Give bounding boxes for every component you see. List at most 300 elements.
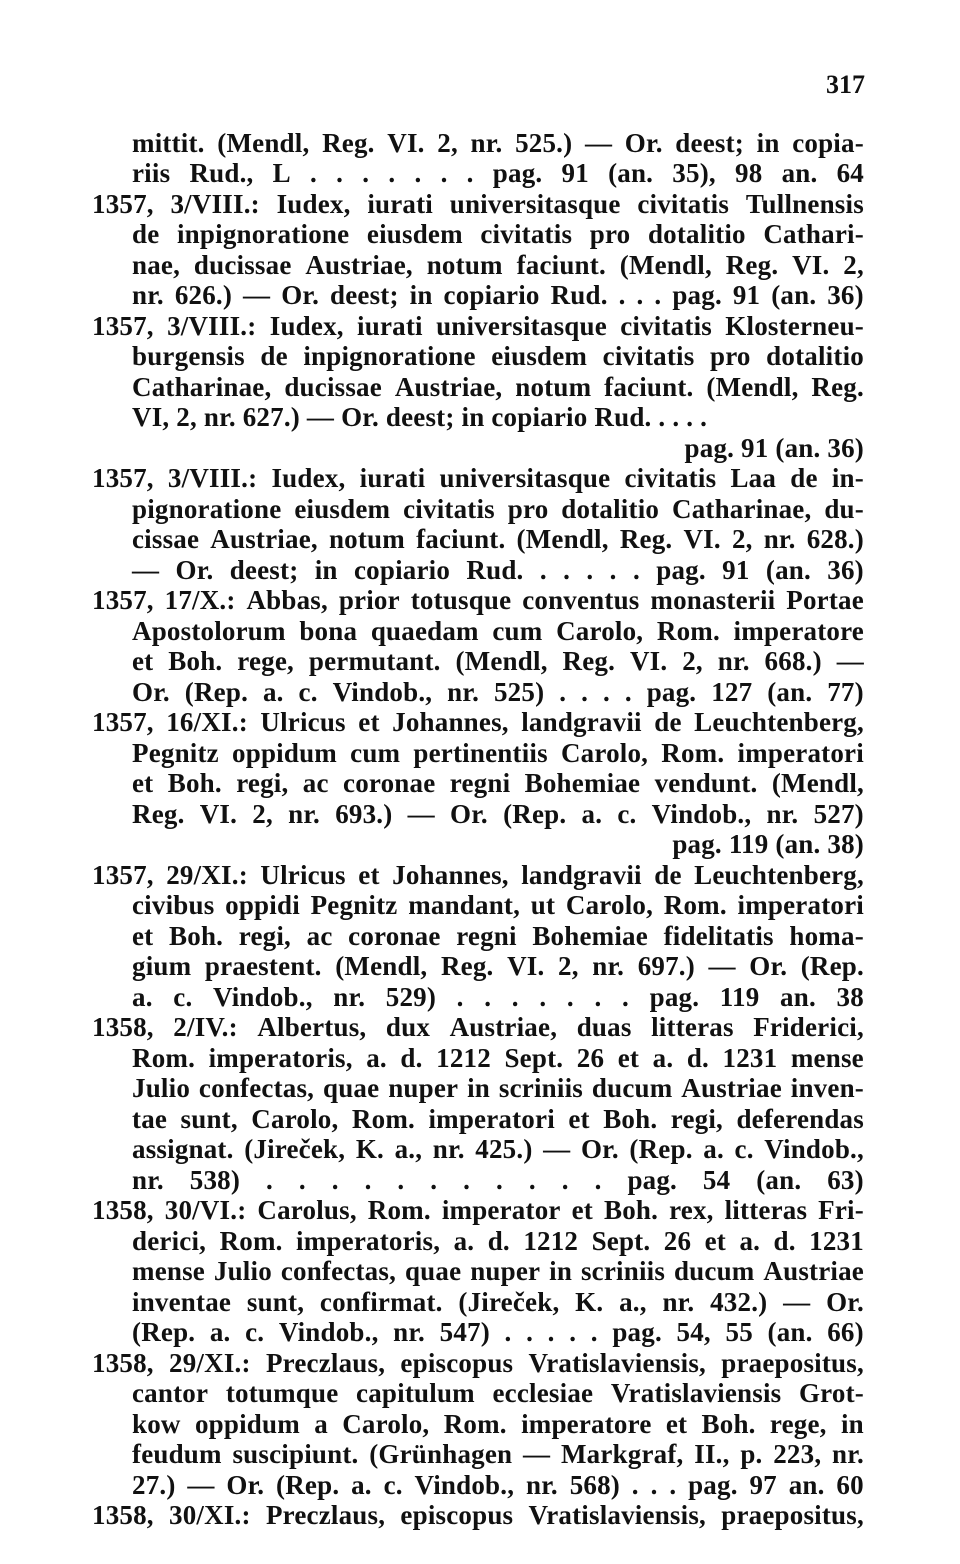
- text-line: [132, 923, 864, 950]
- word: 2,: [843, 250, 864, 280]
- word: pag.: [492, 158, 543, 188]
- word: Rom.: [219, 1226, 283, 1256]
- word: mandant,: [408, 890, 521, 920]
- word: .: [563, 555, 571, 585]
- text-line: [92, 709, 864, 736]
- word: .: [566, 982, 574, 1012]
- word: .: [586, 555, 594, 585]
- word: (Rep.: [503, 799, 567, 829]
- word: duas: [576, 1012, 632, 1042]
- word: a.: [739, 1226, 761, 1256]
- word: 66): [827, 1317, 864, 1347]
- word: Iudex,: [269, 311, 344, 341]
- word: 2,: [682, 646, 703, 676]
- word: (an.: [608, 158, 654, 188]
- text-line: [132, 770, 864, 797]
- word: an.: [788, 1470, 825, 1500]
- word: Reg.: [619, 524, 673, 554]
- word: et: [665, 1409, 688, 1439]
- word: (an.: [767, 677, 813, 707]
- word: cissae: [132, 524, 200, 554]
- word: 425.): [475, 1134, 533, 1164]
- word: coronae: [343, 768, 436, 798]
- word: ducissae: [193, 250, 292, 280]
- word: 527): [813, 799, 864, 829]
- word: et: [358, 707, 380, 737]
- word: Sept.: [591, 1226, 651, 1256]
- word: fidelitatis: [663, 921, 774, 951]
- word: a.: [652, 1043, 674, 1073]
- word: —: [836, 646, 864, 676]
- word: nr.: [432, 1134, 465, 1164]
- word: VI.: [629, 646, 668, 676]
- word: .: [463, 1165, 471, 1195]
- word: (Grünhagen: [369, 1439, 513, 1469]
- word: de: [132, 219, 160, 249]
- word: imperatori: [737, 738, 864, 768]
- text-line: [92, 862, 864, 889]
- text-line: VI, 2, nr. 627.) — Or. deest; in copiario Rud. . . . .: [132, 402, 708, 432]
- word: 626.): [174, 280, 233, 310]
- word: in: [409, 280, 433, 310]
- word: civitatis: [480, 219, 573, 249]
- word: (Mendl,: [335, 951, 428, 981]
- word: de: [260, 341, 288, 371]
- word: copia-: [792, 128, 864, 158]
- word: 91: [732, 280, 761, 310]
- word: a.: [366, 1043, 387, 1073]
- word: 1357,: [92, 860, 154, 890]
- word: Austriae: [681, 1073, 782, 1103]
- word: a.,: [619, 1287, 647, 1317]
- word: Boh.: [603, 1104, 658, 1134]
- word: Johannes,: [392, 707, 509, 737]
- word: .: [440, 158, 448, 188]
- word: universitasque: [436, 311, 607, 341]
- word: imperatoris,: [296, 1226, 441, 1256]
- word: 2,: [558, 951, 579, 981]
- word: c.: [245, 1317, 265, 1347]
- word: iurati: [359, 463, 426, 493]
- word: VI.: [683, 524, 721, 554]
- word: pag.: [612, 1317, 662, 1347]
- word: .: [590, 1317, 598, 1347]
- text-line: pag. 119 (an. 38): [672, 829, 864, 859]
- word: Rom.: [661, 738, 725, 768]
- word: 60: [836, 1470, 864, 1500]
- word: 119: [719, 982, 760, 1012]
- word: Or.: [175, 555, 214, 585]
- word: Reg.: [132, 799, 185, 829]
- text-line: [132, 557, 864, 584]
- word: .: [388, 158, 396, 188]
- word: 1358,: [92, 1012, 154, 1042]
- word: nr.: [717, 646, 750, 676]
- word: Pegnitz: [310, 890, 398, 920]
- word: nae,: [132, 250, 181, 280]
- word: —: [407, 799, 435, 829]
- word: Catharinae,: [132, 372, 272, 402]
- word: 91: [722, 555, 750, 585]
- word: regi,: [238, 921, 291, 951]
- word: 1231: [722, 1043, 778, 1073]
- word: L: [272, 158, 291, 188]
- word: imperatore: [521, 1409, 652, 1439]
- word: pertinentiis: [413, 738, 548, 768]
- word: .: [539, 555, 547, 585]
- word: 1357,: [92, 189, 154, 219]
- word: notum: [515, 372, 592, 402]
- text-line: [132, 343, 864, 370]
- word: 77): [827, 677, 864, 707]
- word: an.: [780, 982, 816, 1012]
- word: 26: [663, 1226, 692, 1256]
- word: faciunt.: [416, 524, 506, 554]
- text-line: [132, 953, 864, 980]
- word: civitatis: [637, 189, 730, 219]
- word: .: [636, 280, 644, 310]
- word: copiario: [443, 280, 540, 310]
- text-line: [132, 1319, 864, 1346]
- word: 1231: [809, 1226, 864, 1256]
- word: 55: [725, 1317, 753, 1347]
- word: Pegnitz: [132, 738, 219, 768]
- word: nr.: [763, 524, 796, 554]
- word: Or.: [450, 799, 488, 829]
- word: nr.: [288, 799, 320, 829]
- word: Bohemiae: [532, 921, 648, 951]
- word: Julio: [213, 1256, 272, 1286]
- word: a.: [209, 1317, 231, 1347]
- word: et: [132, 768, 154, 798]
- word: et: [571, 1195, 593, 1225]
- word: pignoratione: [132, 494, 282, 524]
- word: Austriae,: [305, 250, 413, 280]
- word: Or.: [226, 1470, 265, 1500]
- word: Leuchtenberg,: [694, 707, 864, 737]
- word: Boh.: [167, 768, 222, 798]
- word: 568): [569, 1470, 620, 1500]
- word: derici,: [132, 1226, 207, 1256]
- word: Vindob.,: [764, 1134, 864, 1164]
- word: —: [243, 280, 271, 310]
- word: Iudex,: [271, 463, 346, 493]
- word: a: [314, 1409, 328, 1439]
- word: Fri-: [818, 1195, 864, 1225]
- word: c.: [173, 982, 193, 1012]
- word: Ulricus: [260, 860, 346, 890]
- word: eiusdem: [491, 341, 588, 371]
- word: .: [511, 982, 519, 1012]
- word: 63): [827, 1165, 864, 1195]
- word: cum: [350, 738, 401, 768]
- word: in: [314, 555, 338, 585]
- word: 1357,: [92, 463, 154, 493]
- word: nr.: [447, 677, 480, 707]
- word: (Mendl,: [217, 128, 310, 158]
- word: Reg.: [811, 372, 864, 402]
- text-line: [132, 1411, 864, 1438]
- word: praestent.: [204, 951, 322, 981]
- text-line: [132, 1472, 864, 1499]
- word: Or.: [624, 128, 663, 158]
- word: (Rep.: [132, 1317, 196, 1347]
- word: 35),: [672, 158, 716, 188]
- word: et: [358, 860, 380, 890]
- word: 54: [702, 1165, 731, 1195]
- word: inventae: [132, 1287, 232, 1317]
- word: iurati: [357, 311, 423, 341]
- word: .: [539, 982, 547, 1012]
- word: Abbas,: [246, 585, 328, 615]
- text-line: [132, 1258, 864, 1285]
- word: Vindob.,: [213, 982, 313, 1012]
- word: Grot-: [798, 1378, 864, 1408]
- word: cantor: [132, 1378, 209, 1408]
- word: civitatis: [403, 494, 495, 524]
- word: 223,: [773, 1439, 822, 1469]
- word: .: [310, 158, 317, 188]
- word: riis: [132, 158, 171, 188]
- word: —: [523, 1439, 551, 1469]
- word: Boh.: [168, 646, 223, 676]
- word: regni: [456, 921, 517, 951]
- word: pag.: [649, 982, 700, 1012]
- word: 38: [836, 982, 864, 1012]
- text-line: [132, 130, 864, 157]
- word: deferendas: [736, 1104, 864, 1134]
- text-line: [132, 221, 864, 248]
- word: .: [654, 280, 662, 310]
- word: nr.: [832, 1439, 864, 1469]
- word: faciunt.: [516, 250, 606, 280]
- text-line: [92, 1014, 864, 1041]
- word: 127: [711, 677, 753, 707]
- word: 525.): [515, 128, 573, 158]
- word: d.: [686, 1043, 709, 1073]
- word: .: [331, 1165, 339, 1195]
- word: regni: [449, 768, 511, 798]
- word: Rom.: [351, 1104, 415, 1134]
- word: Vindob.,: [651, 799, 752, 829]
- word: a.: [703, 1134, 724, 1164]
- word: .: [618, 280, 626, 310]
- word: Carolo,: [556, 616, 644, 646]
- word: 16/XI.:: [166, 707, 248, 737]
- text-line: [132, 1289, 864, 1316]
- word: Or.: [132, 677, 170, 707]
- word: copiario: [353, 555, 451, 585]
- word: Vindob.,: [332, 677, 433, 707]
- word: nuper: [470, 1256, 541, 1286]
- word: imperatori: [737, 890, 864, 920]
- text-line: [92, 191, 864, 218]
- word: (an.: [756, 1165, 802, 1195]
- word: 36): [827, 555, 864, 585]
- word: Rom.: [656, 616, 720, 646]
- text-line: [132, 1045, 864, 1072]
- word: pag.: [688, 1470, 738, 1500]
- word: .: [594, 982, 602, 1012]
- word: nr.: [526, 1470, 558, 1500]
- word: tae: [132, 1104, 168, 1134]
- word: 3/VIII.:: [167, 311, 257, 341]
- word: Vindob.,: [278, 1317, 379, 1347]
- word: confirmat.: [319, 1287, 443, 1317]
- word: .: [336, 158, 344, 188]
- word: burgensis: [132, 341, 245, 371]
- word: Bohemiae: [524, 768, 641, 798]
- word: 97: [749, 1470, 777, 1500]
- word: Cathari-: [763, 219, 864, 249]
- word: c.: [298, 677, 318, 707]
- word: litteras: [651, 1012, 734, 1042]
- word: litteras: [724, 1195, 808, 1225]
- word: dotalitio: [766, 341, 864, 371]
- word: pag.: [627, 1165, 678, 1195]
- word: d.: [773, 1226, 796, 1256]
- word: Reg.: [562, 646, 616, 676]
- text-line: [92, 1197, 864, 1224]
- word: Vratislaviensis: [610, 1378, 782, 1408]
- word: .: [624, 677, 632, 707]
- word: in: [840, 1409, 864, 1439]
- word: 538): [189, 1165, 241, 1195]
- word: Julio: [132, 1073, 191, 1103]
- word: (an.: [767, 1317, 813, 1347]
- word: rege,: [769, 1409, 827, 1439]
- word: nr.: [333, 982, 366, 1012]
- word: nr.: [393, 1317, 426, 1347]
- word: 697.): [637, 951, 695, 981]
- word: Reg.: [440, 951, 494, 981]
- word: 693.): [335, 799, 393, 829]
- word: 1212: [523, 1226, 579, 1256]
- word: Johannes,: [392, 860, 509, 890]
- text-line: [132, 1075, 864, 1102]
- word: (Rep.: [629, 1134, 693, 1164]
- word: —: [584, 128, 613, 158]
- word: 529): [385, 982, 437, 1012]
- word: gium: [132, 951, 192, 981]
- word: de: [654, 860, 682, 890]
- word: conventus: [522, 585, 640, 615]
- word: nuper: [388, 1073, 459, 1103]
- word: feudum: [132, 1439, 222, 1469]
- word: .: [594, 1165, 602, 1195]
- word: iurati: [367, 189, 434, 219]
- word: de: [654, 707, 682, 737]
- word: Or.: [749, 951, 788, 981]
- word: in: [549, 1256, 573, 1286]
- word: Rud.: [550, 280, 608, 310]
- word: notum: [328, 524, 405, 554]
- word: 1358,: [92, 1500, 154, 1530]
- word: dotalitio: [647, 219, 746, 249]
- word: nr.: [592, 951, 625, 981]
- word: .: [364, 1165, 372, 1195]
- word: praepositus,: [721, 1348, 864, 1378]
- page-number: 317: [826, 70, 865, 99]
- word: confectas,: [280, 1256, 397, 1286]
- word: landgravii: [521, 707, 642, 737]
- word: Reg.: [322, 128, 375, 158]
- word: d.: [487, 1226, 510, 1256]
- word: 432.): [710, 1287, 768, 1317]
- word: universitasque: [449, 189, 621, 219]
- word: 30/VI.:: [164, 1195, 247, 1225]
- word: cum: [492, 616, 543, 646]
- word: 668.): [764, 646, 822, 676]
- word: 3/VIII.:: [170, 189, 260, 219]
- word: (Mendl,: [706, 372, 799, 402]
- word: .: [561, 1165, 569, 1195]
- word: 1212: [436, 1043, 491, 1073]
- word: 1358,: [92, 1348, 154, 1378]
- word: confectas,: [198, 1073, 315, 1103]
- word: .: [602, 677, 610, 707]
- word: monasterii: [650, 585, 776, 615]
- word: civibus: [132, 890, 215, 920]
- word: (Jireček,: [244, 1134, 346, 1164]
- word: Catharinae,: [672, 494, 812, 524]
- word: Portae: [786, 585, 864, 615]
- word: inpignoratione: [176, 219, 350, 249]
- word: nr.: [766, 799, 799, 829]
- word: 17/X.:: [164, 585, 236, 615]
- word: 54,: [676, 1317, 711, 1347]
- word: p.: [740, 1439, 763, 1469]
- text-line: [132, 160, 864, 187]
- word: 64: [836, 158, 864, 188]
- word: Carolo,: [565, 890, 654, 920]
- word: (an.: [765, 555, 811, 585]
- word: .: [504, 1317, 512, 1347]
- word: (Rep.: [184, 677, 249, 707]
- word: .: [484, 982, 492, 1012]
- word: Rud.,: [189, 158, 254, 188]
- word: .: [547, 1317, 555, 1347]
- word: .: [622, 982, 629, 1012]
- word: Ulricus: [260, 707, 346, 737]
- word: eiusdem: [294, 494, 391, 524]
- text-line: [132, 374, 864, 401]
- text-line: [132, 801, 864, 828]
- word: 1357,: [92, 707, 154, 737]
- word: rege,: [237, 646, 294, 676]
- word: .: [466, 158, 474, 188]
- word: .: [569, 1317, 577, 1347]
- word: Austriae,: [210, 524, 318, 554]
- word: Leuchtenberg,: [694, 860, 864, 890]
- word: episcopus: [400, 1500, 514, 1530]
- text-line: pag. 91 (an. 36): [684, 433, 864, 463]
- word: 29/XI.:: [166, 860, 248, 890]
- word: a.,: [394, 1134, 423, 1164]
- word: nr.: [132, 280, 164, 310]
- word: nr.: [470, 128, 503, 158]
- word: mense: [132, 1256, 205, 1286]
- word: 2,: [437, 128, 458, 158]
- word: notum: [426, 250, 503, 280]
- word: .: [669, 1470, 677, 1500]
- word: oppidum: [232, 738, 337, 768]
- word: .: [650, 1470, 658, 1500]
- text-line: [132, 1228, 864, 1255]
- word: .: [526, 1317, 534, 1347]
- word: 2/IV.:: [173, 1012, 238, 1042]
- word: Vratislaviensis,: [528, 1348, 706, 1378]
